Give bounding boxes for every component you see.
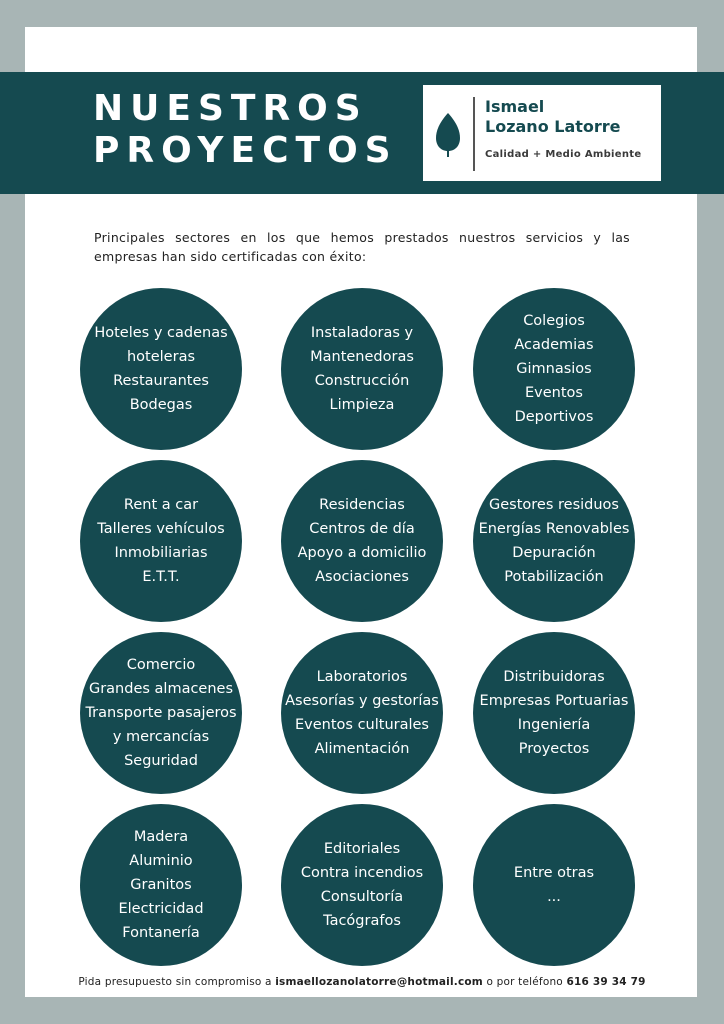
logo-divider — [473, 97, 475, 171]
sector-line: Colegios — [523, 313, 585, 329]
sector-line: Hoteles y cadenas — [94, 325, 228, 341]
sector-line: Transporte pasajeros — [85, 705, 237, 721]
sector-line: Gimnasios — [516, 361, 592, 377]
logo-tagline: Calidad + Medio Ambiente — [485, 149, 642, 160]
sector-line: Eventos culturales — [295, 717, 429, 733]
sector-line: Centros de día — [309, 521, 415, 537]
sector-line: Eventos — [525, 385, 583, 401]
sector-line: Depuración — [512, 545, 596, 561]
sector-circle — [281, 288, 443, 450]
sector-line: Deportivos — [514, 409, 594, 425]
sector-line: Rent a car — [123, 497, 199, 513]
sector-circle — [281, 632, 443, 794]
sector-line: Restaurantes — [113, 373, 209, 389]
footer-phone[interactable]: 616 39 34 79 — [566, 976, 646, 988]
sector-circle — [473, 804, 635, 966]
sector-line: Ingeniería — [517, 717, 591, 733]
sector-line: ... — [547, 889, 561, 905]
sector-circle — [473, 460, 635, 622]
sector-line: Instaladoras y — [310, 325, 414, 341]
sector-line: y mercancías — [112, 729, 210, 745]
sector-circle — [473, 288, 635, 450]
sector-line: Fontanería — [122, 925, 200, 941]
sector-line: Residencias — [319, 497, 405, 513]
sector-circle — [80, 460, 242, 622]
footer-prefix: Pida presupuesto sin compromiso a — [78, 976, 276, 988]
sector-line: Inmobiliarias — [114, 545, 208, 561]
logo-name — [485, 97, 621, 137]
footer-email[interactable]: ismaellozanolatorre@hotmail.com — [275, 976, 483, 988]
sector-circle — [281, 460, 443, 622]
sector-line: Bodegas — [129, 397, 193, 413]
sector-line: Electricidad — [118, 901, 204, 917]
logo-name-line-2: Lozano Latorre — [485, 117, 621, 136]
logo — [423, 85, 661, 181]
sector-line: Aluminio — [129, 853, 193, 869]
title-line-2: PROYECTOS — [93, 130, 398, 171]
sector-circle — [80, 632, 242, 794]
sector-line: Alimentación — [314, 741, 410, 757]
sector-line: Contra incendios — [300, 865, 424, 881]
sector-line: Comercio — [126, 657, 196, 673]
sector-line: Gestores residuos — [489, 497, 619, 513]
sector-circle — [80, 288, 242, 450]
sector-line: Granitos — [130, 877, 192, 893]
sector-line: Academias — [514, 337, 594, 353]
sector-line: Consultoría — [320, 889, 404, 905]
sector-line: Talleres vehículos — [97, 521, 225, 537]
sector-circle — [80, 804, 242, 966]
sector-line: hoteleras — [126, 349, 196, 365]
footer-contact — [0, 976, 724, 988]
sector-line: Laboratorios — [316, 669, 408, 685]
sector-line: Tacógrafos — [323, 913, 401, 929]
sector-line: Seguridad — [124, 753, 198, 769]
sector-line: Asesorías y gestorías — [285, 693, 439, 709]
sector-line: Grandes almacenes — [88, 681, 234, 697]
sector-line: Asociaciones — [315, 569, 409, 585]
leaf-icon — [431, 111, 465, 157]
sector-line: Limpieza — [329, 397, 395, 413]
sector-line: Construcción — [314, 373, 410, 389]
sector-line: E.T.T. — [142, 569, 180, 585]
title-line-1: NUESTROS — [93, 88, 368, 129]
sector-line: Empresas Portuarias — [479, 693, 629, 709]
sector-circle — [473, 632, 635, 794]
footer-middle: o por teléfono — [482, 976, 567, 988]
sector-line: Mantenedoras — [310, 349, 414, 365]
sector-line: Entre otras — [513, 865, 595, 881]
sector-line: Madera — [133, 829, 189, 845]
sector-line: Energías Renovables — [478, 521, 630, 537]
logo-name-line-1: Ismael — [485, 97, 545, 116]
page-title — [93, 88, 398, 172]
sector-circle — [281, 804, 443, 966]
sector-line: Distribuidoras — [503, 669, 605, 685]
sector-line: Proyectos — [518, 741, 590, 757]
sector-line: Potabilización — [504, 569, 604, 585]
sector-line: Editoriales — [323, 841, 401, 857]
sector-line: Apoyo a domicilio — [297, 545, 427, 561]
intro-text: Principales sectores en los que hemos prestados nuestros servicios y las empresas han sido certificadas con éxito: — [94, 230, 630, 264]
